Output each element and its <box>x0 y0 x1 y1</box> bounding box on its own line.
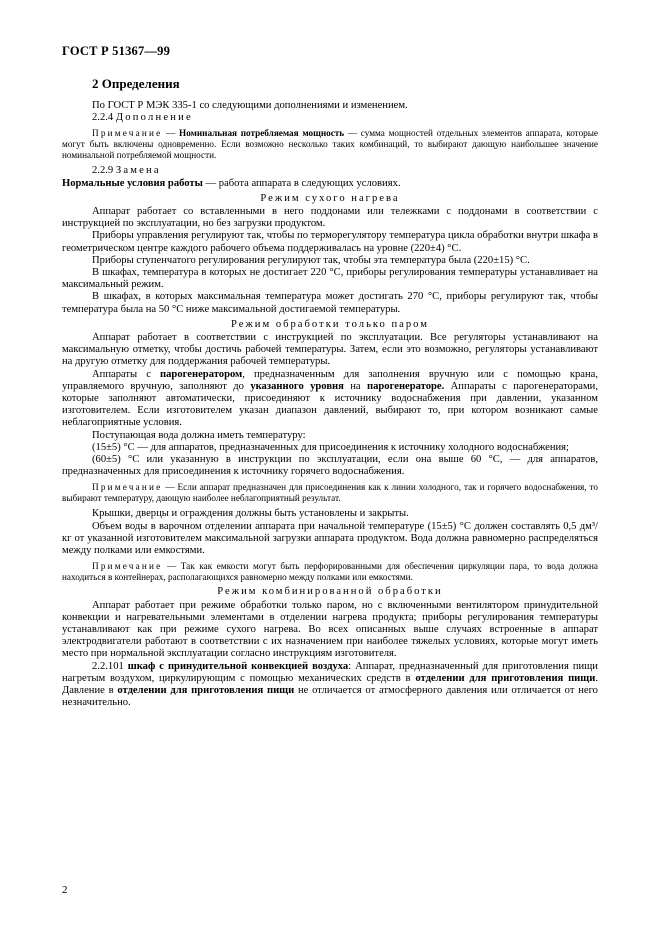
dry-paragraph-1: Аппарат работает со вставленными в него поддонами или тележками с поддонами в соответствии с инструкцией по эксплуатации, но без загрузки продуктом. <box>62 206 598 230</box>
steam-paragraph-5: (60±5) °С или указанную в инструкции по эксплуатации, если она выше 60 °С, — для аппаратов, предназначенных для присоединения к источнику горячего водоснабжения. <box>62 454 598 478</box>
steam-paragraph-7: Объем воды в варочном отделении аппарата при начальной температуре (15±5) °С должен составлять 0,5 дм³/кг от указанной изготовителем максимальной загрузки аппарата продуктом. Вода должна равномерно распределяться между полками или емкостями. <box>62 520 598 557</box>
intro-paragraph: По ГОСТ Р МЭК 335-1 со следующими дополнениями и изменением. <box>92 100 408 111</box>
page-number: 2 <box>62 884 68 896</box>
clause-2-2-9: 2.2.9 Замена <box>92 165 161 177</box>
document-header: ГОСТ Р 51367—99 <box>62 44 171 58</box>
heading-dry-heating: Режим сухого нагрева <box>260 192 400 204</box>
section-title: 2 Определения <box>92 76 180 91</box>
steam-paragraph-1: Аппарат работает в соответствии с инструкцией по эксплуатации. Все регуляторы устанавливают на максимальную отметку, чтобы достичь рабочей температуры. Затем, если это возможно, регуляторы устанавливают на другую отметку для поддержания рабочей температуры. <box>62 332 598 368</box>
steam-paragraph-4: (15±5) °С — для аппаратов, предназначенных для присоединения к источнику холодного водоснабжения; <box>92 441 569 453</box>
clause-2-2-4: 2.2.4 Дополнение <box>92 112 193 124</box>
note-3: Примечание — Так как емкости могут быть перфорированными для обеспечения циркуляции пара, то вода должна находиться в контейнерах, располагающихся равномерно между полками или емкостями. <box>62 561 598 583</box>
steam-paragraph-2: Аппараты с парогенератором, предназначенным для заполнения вручную или с помощью крана, управляемого вручную, заполняют до указанного уровня на парогенераторе. Аппараты с парогенераторами, которые заполняют автоматически, присоединяют к источнику водоснабжения при давлении, указанном изготовителем. Если изготовителем указан диапазон давлений, выбирают то, при котором возникают самые неблагоприятные условия. <box>62 368 598 429</box>
dry-paragraph-4: В шкафах, температура в которых не достигает 220 °С, приборы регулирования температуры устанавливает на максимальный режим. <box>62 267 598 291</box>
dry-paragraph-5: В шкафах, в которых максимальная температура может достигать 270 °С, приборы регулируют так, чтобы температура была на 50 °С ниже максимальной достигаемой температуры. <box>62 291 598 315</box>
heading-combined: Режим комбинированной обработки <box>217 586 443 598</box>
dry-paragraph-3: Приборы ступенчатого регулирования регулируют так, чтобы эта температура была (220±15) °С. <box>92 254 530 266</box>
note-1: Примечание — Номинальная потребляемая мощность — сумма мощностей отдельных элементов аппарата, которые могут быть включены одновременно. Если возможно несколько таких комбинаций, то выбирают дающую наибольшее значение номинальной потребляемой мощности. <box>62 128 599 161</box>
steam-paragraph-3: Поступающая вода должна иметь температуру: <box>92 429 306 441</box>
dry-paragraph-2: Приборы управления регулируют так, чтобы по терморегулятору температура цикла обработки внутри шкафа в геометрическом центре каждого рабочего объема поддерживалась на уровне (220±4) °С. <box>62 230 598 254</box>
note-2: Примечание — Если аппарат предназначен для присоединения как к линии холодного, так и горячего водоснабжения, то выбирают температуру, дающую наиболее неблагоприятный результат. <box>62 482 598 504</box>
document-body <box>62 76 598 709</box>
combo-paragraph-1: Аппарат работает при режиме обработки только паром, но с включенными вентилятором принудительной конвекции и нагревательными элементами в отделении нагрева продукта; приборы регулирования температуры устанавливают как при режиме сухого нагрева. Во всех описанных выше случаях встроенные в аппарат электродвигатели работают в соответствии с их назначением при наиболее тяжелых условиях, которые могут иметь место при нормальной эксплуатации согласно инструкциям изготовителя. <box>62 599 598 660</box>
heading-steam-only: Режим обработки только паром <box>231 318 429 330</box>
normal-conditions: Нормальные условия работы — работа аппарата в следующих условиях. <box>62 177 401 189</box>
steam-paragraph-6: Крышки, дверцы и ограждения должны быть установлены и закрыты. <box>92 508 409 520</box>
definition-2-2-101: 2.2.101 шкаф с принудительной конвекцией воздуха: Аппарат, предназначенный для приготовления пищи нагретым воздухом, циркулирующим с помощью механических средств в отделении для приготовления пищи. Давление в отделении для приготовления пищи не отличается от атмосферного давления или отличается от него незначительно. <box>62 660 598 709</box>
